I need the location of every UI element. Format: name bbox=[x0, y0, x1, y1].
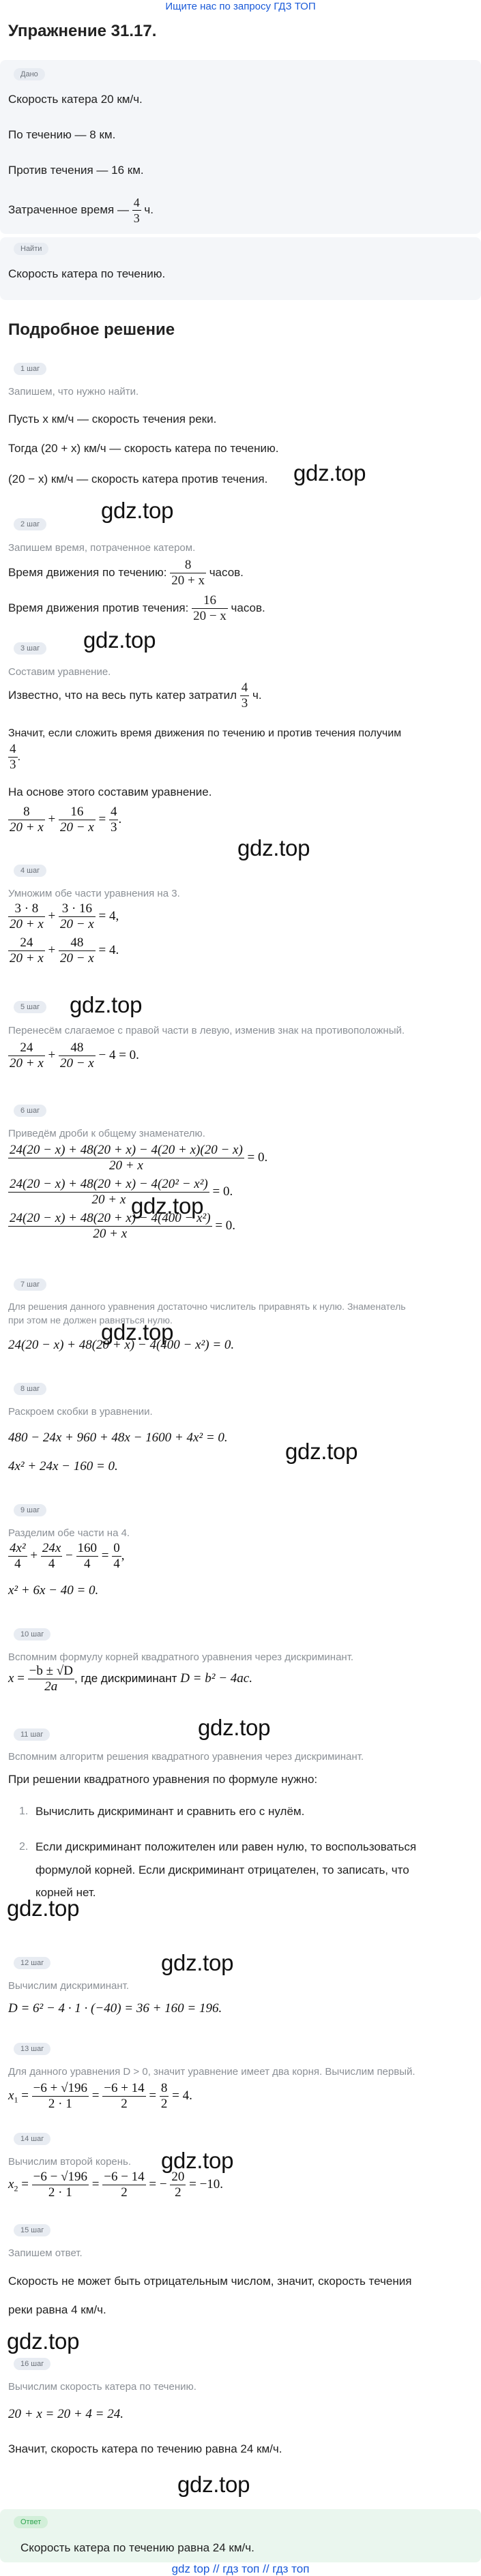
step-hint: Приведём дроби к общему знаменателю. bbox=[8, 1128, 205, 1139]
footer-links[interactable]: gdz top // гдз топ // гдз топ bbox=[171, 2562, 310, 2575]
given-line: Против течения — 16 км. bbox=[8, 164, 144, 177]
equation: $\frac{8}{20 + x}$ + $\frac{16}{20 - x}$ = $\frac{4}{3}$ . bbox=[10, 805, 122, 835]
step-hint: Составим уравнение. bbox=[8, 666, 111, 678]
equation: $x_1$ = $\frac{-6 + √196}{2 \cdot 1}$ = $\frac{-6 + 14}{2}$ = $\frac{8}{2}$ = 4. bbox=[8, 2081, 192, 2111]
step-tag: 3 шаг bbox=[14, 642, 46, 655]
step-hint: Вспомним формулу корней квадратного уравнения через дискриминант. bbox=[8, 1651, 354, 1663]
answer-text: Скорость катера по течению равна 24 км/ч. bbox=[20, 2541, 254, 2554]
equation: 4x² + 24x − 160 = 0. bbox=[8, 1459, 118, 1473]
equation: 480 − 24x + 960 + 48x − 1600 + 4x² = 0. bbox=[8, 1431, 228, 1445]
list-item: Если дискриминант положителен или равен нулю, то воспользоваться bbox=[35, 1840, 417, 1853]
step-tag: 16 шаг bbox=[14, 2358, 50, 2370]
step-line: Скорость не может быть отрицательным числом, значит, скорость течения bbox=[8, 2275, 412, 2288]
watermark: gdz.top bbox=[83, 627, 156, 653]
step-tag: 10 шаг bbox=[14, 1628, 50, 1641]
watermark: gdz.top bbox=[161, 2148, 234, 2173]
step-line: Известно, что на весь путь катер затратил $\frac{4}{3}$ ч. bbox=[8, 680, 262, 710]
step-hint: Раскроем скобки в уравнении. bbox=[8, 1406, 153, 1418]
step-tag: 11 шаг bbox=[14, 1728, 50, 1741]
step-tag: 13 шаг bbox=[14, 2043, 50, 2055]
given-tag: Дано bbox=[14, 68, 45, 80]
step-tag: 4 шаг bbox=[14, 865, 46, 877]
step-line: Время движения по течению: $\frac{8}{20 + x}$ часов. bbox=[8, 558, 244, 588]
answer-tag: Ответ bbox=[14, 2516, 48, 2528]
watermark: gdz.top bbox=[7, 2328, 80, 2354]
step-hint: Вычислим второй корень. bbox=[8, 2156, 132, 2168]
step-line: На основе этого составим уравнение. bbox=[8, 785, 212, 798]
step-tag: 15 шаг bbox=[14, 2224, 50, 2236]
step-hint: Умножим обе части уравнения на 3. bbox=[8, 888, 180, 899]
watermark: gdz.top bbox=[7, 1896, 80, 1921]
step-line: Пусть x км/ч — скорость течения реки. bbox=[8, 413, 217, 425]
given-line: Затраченное время — $\frac{4}{3}$ ч. bbox=[8, 196, 154, 225]
find-tag: Найти bbox=[14, 243, 48, 255]
equation: $\frac{24(20 - x) + 48(20 + x) - 4(20 + x)(20 - x)}{20 + x}$ = 0. bbox=[10, 1143, 268, 1173]
watermark: gdz.top bbox=[70, 992, 143, 1017]
step-hint: Запишем ответ. bbox=[8, 2247, 83, 2259]
solution-heading: Подробное решение bbox=[8, 320, 175, 339]
watermark: gdz.top bbox=[198, 1715, 271, 1740]
step-hint: Вычислим скорость катера по течению. bbox=[8, 2381, 196, 2393]
step-hint: Вспомним алгоритм решения квадратного уравнения через дискриминант. bbox=[8, 1751, 364, 1763]
step-tag: 7 шаг bbox=[14, 1278, 46, 1291]
step-tag: 2 шаг bbox=[14, 518, 46, 530]
top-search-link[interactable]: Ищите нас по запросу ГДЗ ТОП bbox=[165, 1, 316, 12]
step-line: (20 − x) км/ч — скорость катера против течения. bbox=[8, 473, 268, 485]
step-hint: при этом не должен равняться нулю. bbox=[8, 1315, 173, 1326]
step-tag: 6 шаг bbox=[14, 1105, 46, 1117]
step-line: Значит, если сложить время движения по течению и против течения получим bbox=[8, 728, 402, 739]
equation: 24(20 − x) + 48(20 + x) − 4(400 − x²) = 0. bbox=[8, 1338, 235, 1352]
given-line: Скорость катера 20 км/ч. bbox=[8, 93, 143, 106]
step-line: Время движения против течения: $\frac{16}{20 - x}$ часов. bbox=[8, 593, 265, 623]
equation: $x_2$ = $\frac{-6 - √196}{2 \cdot 1}$ = $\frac{-6 - 14}{2}$ = − $\frac{20}{2}$ = −10. bbox=[8, 2170, 224, 2200]
step-hint: Запишем, что нужно найти. bbox=[8, 386, 139, 398]
step-hint: Запишем время, потраченное катером. bbox=[8, 542, 196, 554]
equation: $\frac{24}{20 + x}$ + $\frac{48}{20 - x}$ − 4 = 0. bbox=[10, 1040, 139, 1070]
step-tag: 9 шаг bbox=[14, 1504, 46, 1516]
watermark: gdz.top bbox=[101, 498, 174, 523]
list-item: корней нет. bbox=[35, 1886, 96, 1899]
step-tag: 8 шаг bbox=[14, 1383, 46, 1395]
step-hint: Для данного уравнения D > 0, значит уравнение имеет два корня. Вычислим первый. bbox=[8, 2066, 416, 2078]
equation: $\frac{\text{24(20 − x) + 48(20 + x) − 4(20² − x²)}}{20 + x}$ = 0. bbox=[10, 1177, 233, 1207]
watermark: gdz.top bbox=[177, 2472, 250, 2497]
page-title: Упражнение 31.17. bbox=[8, 22, 157, 40]
watermark: gdz.top bbox=[293, 460, 366, 485]
step-line: Тогда (20 + x) км/ч — скорость катера по течению. bbox=[8, 442, 279, 455]
watermark: gdz.top bbox=[161, 1950, 234, 1975]
step-hint: Для решения данного уравнения достаточно числитель приравнять к нулю. Знаменатель bbox=[8, 1301, 406, 1312]
step-tag: 1 шаг bbox=[14, 363, 46, 375]
equation: 20 + x = 20 + 4 = 24. bbox=[8, 2407, 123, 2421]
list-number: 2. bbox=[19, 1841, 29, 1853]
step-tag: 5 шаг bbox=[14, 1001, 46, 1013]
step-tag: 12 шаг bbox=[14, 1957, 50, 1969]
step-hint: Разделим обе части на 4. bbox=[8, 1527, 130, 1539]
equation: x² + 6x − 40 = 0. bbox=[8, 1583, 99, 1598]
watermark: gdz.top bbox=[285, 1439, 358, 1464]
equation: x = $\frac{-b \pm √D}{2a}$ , где дискриминант D = b² − 4ac. bbox=[8, 1664, 252, 1694]
step-line: Значит, скорость катера по течению равна 24 км/ч. bbox=[8, 2442, 282, 2455]
list-item: формулой корней. Если дискриминант отрицателен, то записать, что bbox=[35, 1863, 409, 1876]
list-number: 1. bbox=[19, 1806, 29, 1817]
find-text: Скорость катера по течению. bbox=[8, 267, 166, 280]
given-line: По течению — 8 км. bbox=[8, 128, 116, 141]
step-tag: 14 шаг bbox=[14, 2133, 50, 2145]
watermark: gdz.top bbox=[131, 1193, 204, 1218]
step-hint: Вычислим дискриминант. bbox=[8, 1980, 129, 1992]
equation: D = 6² − 4 · 1 · (−40) = 36 + 160 = 196. bbox=[8, 2001, 222, 2016]
watermark: gdz.top bbox=[237, 835, 310, 860]
equation: $\frac{3 \cdot 8}{20 + x}$ + $\frac{3 \cdot 16}{20 - x}$ = 4, bbox=[10, 901, 119, 931]
equation: $\frac{24}{20 + x}$ + $\frac{48}{20 - x}$ = 4. bbox=[10, 935, 119, 965]
step-line: $\frac{4}{3}$ . bbox=[10, 742, 21, 772]
list-item: Вычислить дискриминант и сравнить его с нулём. bbox=[35, 1805, 305, 1818]
step-line: реки равна 4 км/ч. bbox=[8, 2303, 106, 2316]
equation: $\frac{\text{4x²}}{4}$ + $\frac{24x}{4}$ − $\frac{160}{4}$ = $\frac{0}{4}$ , bbox=[10, 1541, 125, 1571]
step-hint: Перенесём слагаемое с правой части в левую, изменив знак на противоположный. bbox=[8, 1025, 405, 1036]
watermark: gdz.top bbox=[101, 1319, 174, 1345]
equation: $\frac{\text{24(20 − x) + 48(20 + x) − 4(400 − x²)}}{20 + x}$ = 0. bbox=[10, 1211, 236, 1241]
step-line: При решении квадратного уравнения по формуле нужно: bbox=[8, 1773, 318, 1786]
